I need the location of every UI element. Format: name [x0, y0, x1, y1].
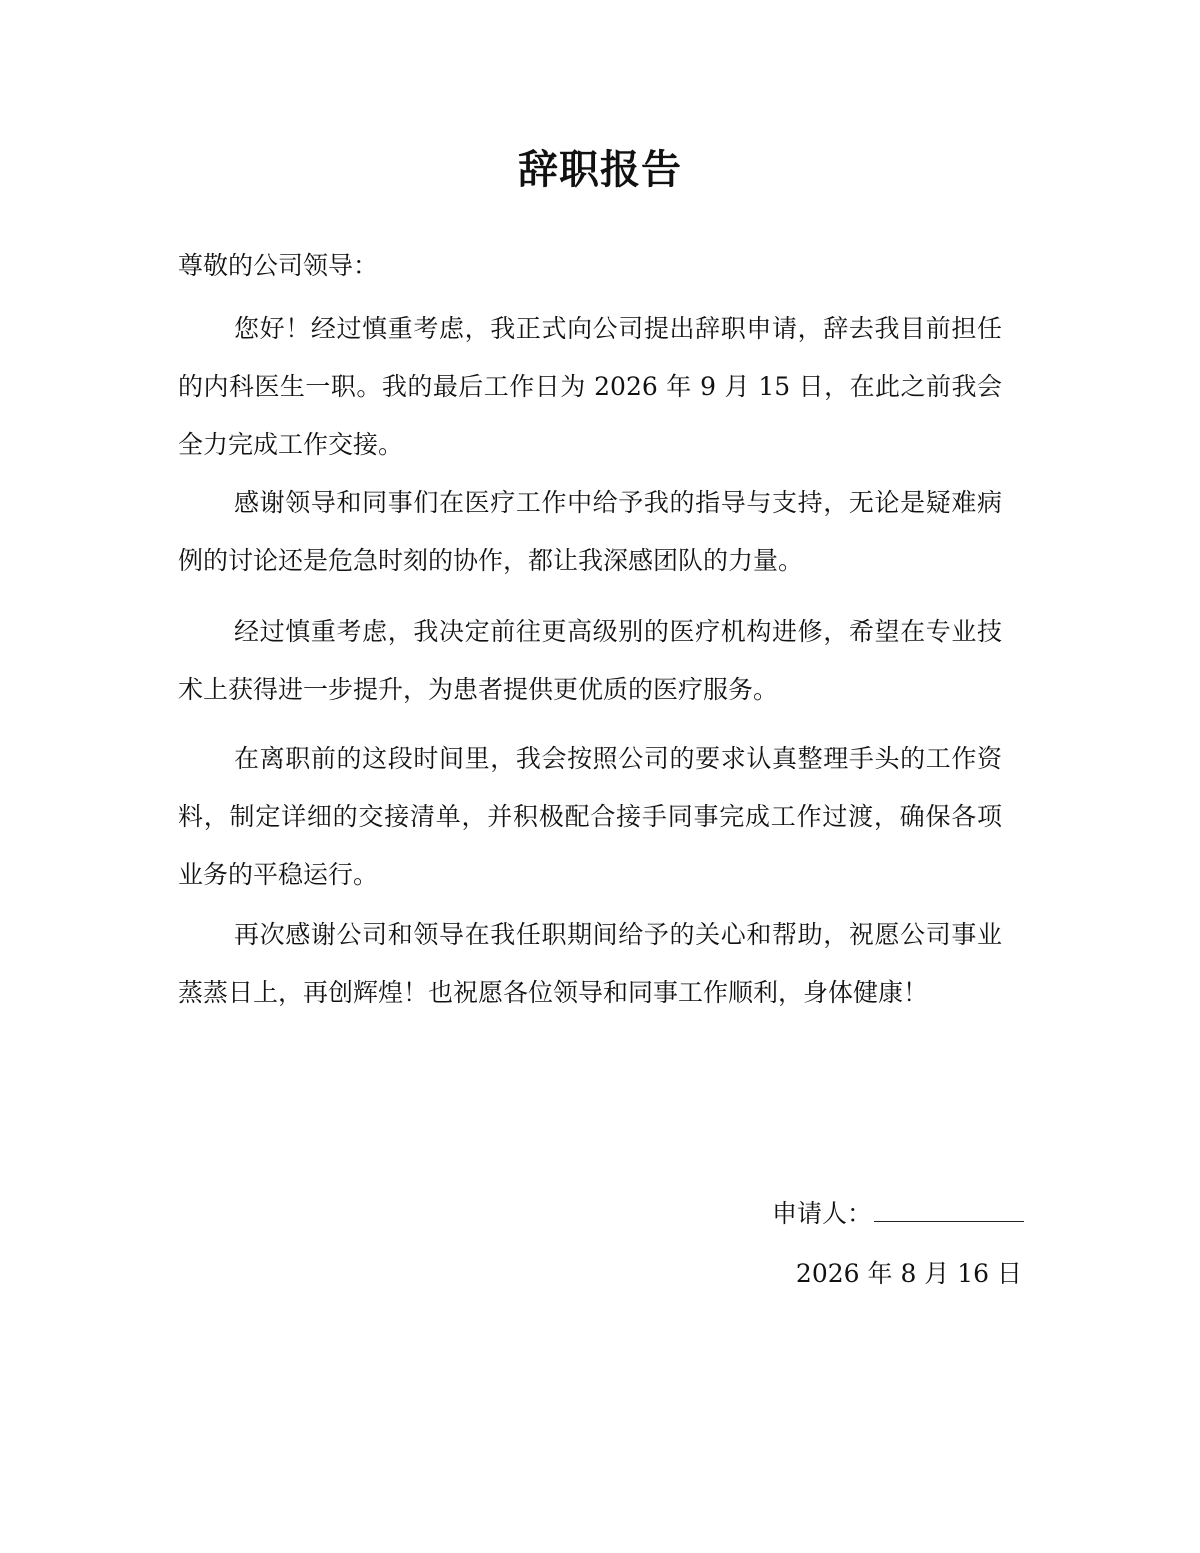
paragraph: 经过慎重考虑，我决定前往更高级别的医疗机构进修，希望在专业技术上获得进一步提升，为患者提供更优质的医疗服务。: [178, 617, 1002, 704]
document-title: 辞职报告: [518, 147, 682, 193]
document-date: 2026 年 8 月 16 日: [795, 1259, 1022, 1288]
signature-line: [772, 1192, 1024, 1236]
paragraph: 您好！经过慎重考虑，我正式向公司提出辞职申请，辞去我目前担任的内科医生一职。我的最后工作日为 2026 年 9 月 15 日，在此之前我会全力完成工作交接。: [178, 314, 1002, 459]
signature-blank: [874, 1193, 1024, 1222]
paragraph: 再次感谢公司和领导在我任职期间给予的关心和帮助，祝愿公司事业蒸蒸日上，再创辉煌！也祝愿各位领导和同事工作顺利，身体健康！: [178, 920, 1002, 1007]
paragraph: 感谢领导和同事们在医疗工作中给予我的指导与支持，无论是疑难病例的讨论还是危急时刻的协作，都让我深感团队的力量。: [178, 488, 1002, 575]
salutation: 尊敬的公司领导：: [178, 251, 379, 280]
signature-label: 申请人：: [771, 1199, 872, 1228]
paragraph: 在离职前的这段时间里，我会按照公司的要求认真整理手头的工作资料，制定详细的交接清单，并积极配合接手同事完成工作过渡，确保各项业务的平稳运行。: [178, 744, 1002, 889]
